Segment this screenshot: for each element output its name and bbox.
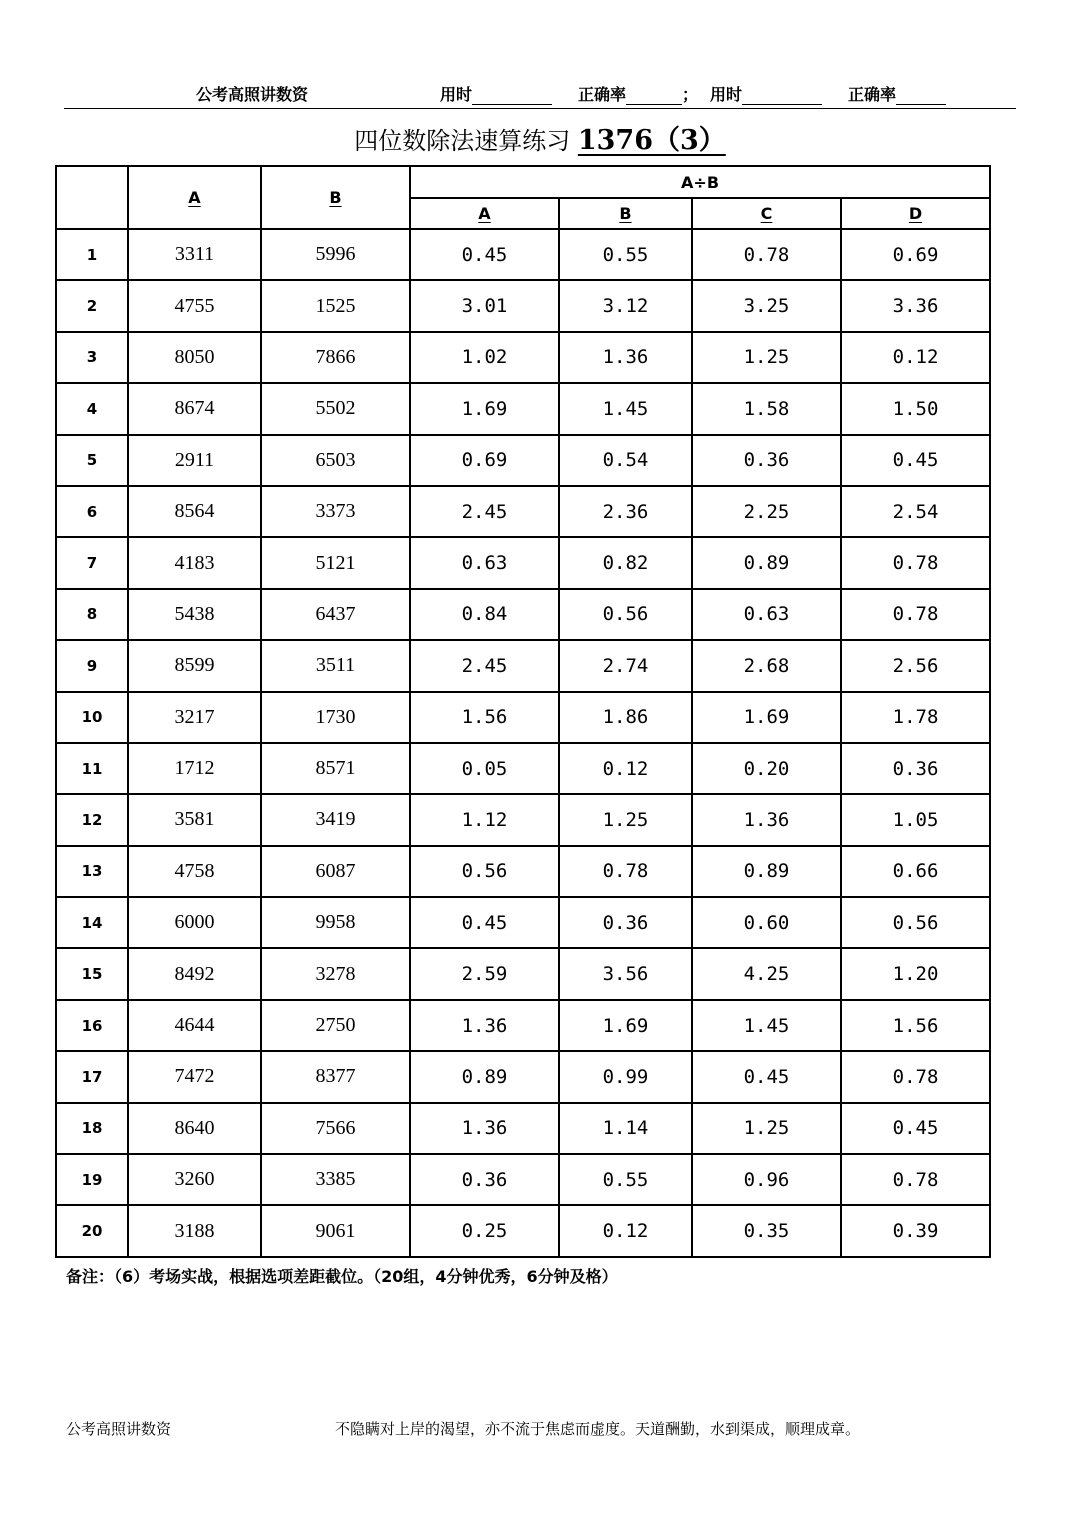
- value-a: 3581: [128, 794, 261, 845]
- option-b-cell[interactable]: 1.45: [559, 383, 692, 434]
- option-c-cell[interactable]: 0.36: [692, 435, 841, 486]
- option-b-cell[interactable]: 1.86: [559, 692, 692, 743]
- accuracy-field-1[interactable]: [578, 82, 698, 105]
- option-b-cell[interactable]: 0.99: [559, 1051, 692, 1102]
- time-field-1[interactable]: [440, 82, 552, 105]
- division-group-header: A÷B: [410, 166, 990, 198]
- table-row: [56, 1205, 990, 1256]
- value-b: 5502: [261, 383, 410, 434]
- value-b: 6087: [261, 846, 410, 897]
- table-row: [56, 589, 990, 640]
- row-index: 5: [56, 435, 128, 486]
- table-row: [56, 640, 990, 691]
- row-index: 18: [56, 1103, 128, 1154]
- option-a-cell[interactable]: 2.45: [410, 640, 559, 691]
- option-d-cell[interactable]: 2.56: [841, 640, 990, 691]
- row-index: 6: [56, 486, 128, 537]
- table-row: [56, 743, 990, 794]
- note: 备注：（6）考场实战，根据选项差距截位。（20组，4分钟优秀，6分钟及格）: [66, 1267, 618, 1286]
- table-row: [56, 229, 990, 280]
- page-header: [64, 78, 1016, 109]
- option-c-cell[interactable]: 1.25: [692, 332, 841, 383]
- option-a-cell[interactable]: 3.01: [410, 280, 559, 331]
- option-c-cell[interactable]: 3.25: [692, 280, 841, 331]
- option-d-cell[interactable]: 2.54: [841, 486, 990, 537]
- option-d-cell[interactable]: 0.78: [841, 1154, 990, 1205]
- value-b: 5121: [261, 537, 410, 588]
- row-index: 19: [56, 1154, 128, 1205]
- row-index: 17: [56, 1051, 128, 1102]
- value-b: 7866: [261, 332, 410, 383]
- option-b-header: B: [559, 198, 692, 229]
- option-d-cell[interactable]: 0.56: [841, 897, 990, 948]
- table-row: [56, 897, 990, 948]
- row-index: 7: [56, 537, 128, 588]
- value-a: 5438: [128, 589, 261, 640]
- row-index: 15: [56, 948, 128, 999]
- row-index: 2: [56, 280, 128, 331]
- accuracy-label-2: 正确率: [848, 85, 897, 104]
- option-a-cell[interactable]: 0.25: [410, 1205, 559, 1256]
- option-a-cell[interactable]: 1.69: [410, 383, 559, 434]
- option-c-cell[interactable]: 0.20: [692, 743, 841, 794]
- option-a-cell[interactable]: 0.05: [410, 743, 559, 794]
- option-b-cell[interactable]: 3.56: [559, 948, 692, 999]
- table-row: [56, 1103, 990, 1154]
- option-b-cell[interactable]: 2.36: [559, 486, 692, 537]
- accuracy-label-1: 正确率: [578, 85, 627, 104]
- table-row: [56, 332, 990, 383]
- option-d-cell[interactable]: 0.78: [841, 589, 990, 640]
- value-a: 3188: [128, 1205, 261, 1256]
- table-row: [56, 1154, 990, 1205]
- table-row: [56, 383, 990, 434]
- value-b: 1730: [261, 692, 410, 743]
- option-b-cell[interactable]: 0.82: [559, 537, 692, 588]
- row-index: 12: [56, 794, 128, 845]
- table-row: [56, 486, 990, 537]
- row-index: 14: [56, 897, 128, 948]
- option-c-cell[interactable]: 0.60: [692, 897, 841, 948]
- option-c-cell[interactable]: 0.35: [692, 1205, 841, 1256]
- table-row: [56, 794, 990, 845]
- table-row: [56, 948, 990, 999]
- value-b: 3419: [261, 794, 410, 845]
- value-a: 4644: [128, 1000, 261, 1051]
- value-a: 3217: [128, 692, 261, 743]
- option-a-cell[interactable]: 1.36: [410, 1000, 559, 1051]
- value-a: 8492: [128, 948, 261, 999]
- value-a: 8564: [128, 486, 261, 537]
- option-b-cell[interactable]: 3.12: [559, 280, 692, 331]
- value-b: 7566: [261, 1103, 410, 1154]
- option-a-cell[interactable]: 0.56: [410, 846, 559, 897]
- table-row: [56, 846, 990, 897]
- footer-motto: 不隐瞒对上岸的渴望，亦不流于焦虑而虚度。天道酬勤，水到渠成，顺理成章。: [335, 1420, 861, 1438]
- value-b: 8571: [261, 743, 410, 794]
- option-c-cell[interactable]: 0.89: [692, 846, 841, 897]
- value-a: 8050: [128, 332, 261, 383]
- option-b-cell[interactable]: 0.55: [559, 1154, 692, 1205]
- value-b: 3278: [261, 948, 410, 999]
- row-index: 8: [56, 589, 128, 640]
- option-d-cell[interactable]: 0.45: [841, 435, 990, 486]
- index-header: [56, 166, 128, 229]
- option-a-cell[interactable]: 0.89: [410, 1051, 559, 1102]
- option-d-header: D: [841, 198, 990, 229]
- value-b: 9061: [261, 1205, 410, 1256]
- option-c-cell[interactable]: 0.96: [692, 1154, 841, 1205]
- option-a-cell[interactable]: 0.63: [410, 537, 559, 588]
- option-d-cell[interactable]: 1.50: [841, 383, 990, 434]
- option-a-cell[interactable]: 0.36: [410, 1154, 559, 1205]
- option-c-cell[interactable]: 1.36: [692, 794, 841, 845]
- option-b-cell[interactable]: 1.69: [559, 1000, 692, 1051]
- value-a: 6000: [128, 897, 261, 948]
- column-a-header: A: [128, 166, 261, 229]
- option-a-cell[interactable]: 0.45: [410, 229, 559, 280]
- table-row: [56, 435, 990, 486]
- page-title: [0, 118, 1080, 157]
- value-b: 6437: [261, 589, 410, 640]
- option-c-cell[interactable]: 2.68: [692, 640, 841, 691]
- value-a: 3260: [128, 1154, 261, 1205]
- value-a: 4183: [128, 537, 261, 588]
- option-d-cell[interactable]: 0.78: [841, 537, 990, 588]
- option-a-cell[interactable]: 2.59: [410, 948, 559, 999]
- option-a-cell[interactable]: 0.69: [410, 435, 559, 486]
- row-index: 20: [56, 1205, 128, 1256]
- practice-table: [55, 165, 991, 1258]
- table-row: [56, 537, 990, 588]
- option-d-cell[interactable]: 3.36: [841, 280, 990, 331]
- option-a-cell[interactable]: 0.84: [410, 589, 559, 640]
- option-c-cell[interactable]: 0.45: [692, 1051, 841, 1102]
- title-text: 四位数除法速算练习: [354, 127, 571, 155]
- option-b-cell[interactable]: 0.12: [559, 1205, 692, 1256]
- value-b: 3385: [261, 1154, 410, 1205]
- row-index: 1: [56, 229, 128, 280]
- option-a-cell[interactable]: 1.36: [410, 1103, 559, 1154]
- row-index: 10: [56, 692, 128, 743]
- value-b: 9958: [261, 897, 410, 948]
- option-c-cell[interactable]: 0.63: [692, 589, 841, 640]
- row-index: 11: [56, 743, 128, 794]
- option-d-cell[interactable]: 1.56: [841, 1000, 990, 1051]
- option-c-cell[interactable]: 2.25: [692, 486, 841, 537]
- value-b: 6503: [261, 435, 410, 486]
- option-b-cell[interactable]: 1.14: [559, 1103, 692, 1154]
- footer-brand: 公考高照讲数资: [66, 1420, 172, 1438]
- option-b-cell[interactable]: 2.74: [559, 640, 692, 691]
- option-c-cell[interactable]: 1.25: [692, 1103, 841, 1154]
- value-a: 3311: [128, 229, 261, 280]
- option-b-cell[interactable]: 1.25: [559, 794, 692, 845]
- value-a: 8640: [128, 1103, 261, 1154]
- value-b: 3511: [261, 640, 410, 691]
- option-a-cell[interactable]: 2.45: [410, 486, 559, 537]
- table-row: [56, 280, 990, 331]
- option-c-cell[interactable]: 1.69: [692, 692, 841, 743]
- option-d-cell[interactable]: 0.36: [841, 743, 990, 794]
- option-d-cell[interactable]: 0.12: [841, 332, 990, 383]
- value-a: 2911: [128, 435, 261, 486]
- option-d-cell[interactable]: 0.66: [841, 846, 990, 897]
- row-index: 13: [56, 846, 128, 897]
- header-separator: ；: [682, 85, 699, 104]
- header-brand: 公考高照讲数资: [196, 85, 309, 104]
- option-d-cell[interactable]: 1.20: [841, 948, 990, 999]
- option-b-cell[interactable]: 0.36: [559, 897, 692, 948]
- option-a-cell[interactable]: 1.12: [410, 794, 559, 845]
- value-a: 7472: [128, 1051, 261, 1102]
- value-b: 1525: [261, 280, 410, 331]
- option-b-cell[interactable]: 0.78: [559, 846, 692, 897]
- option-d-cell[interactable]: 1.78: [841, 692, 990, 743]
- option-c-cell[interactable]: 0.78: [692, 229, 841, 280]
- option-d-cell[interactable]: 1.05: [841, 794, 990, 845]
- value-b: 3373: [261, 486, 410, 537]
- row-index: 3: [56, 332, 128, 383]
- option-c-cell[interactable]: 4.25: [692, 948, 841, 999]
- option-c-cell[interactable]: 0.89: [692, 537, 841, 588]
- value-a: 8674: [128, 383, 261, 434]
- table-row: [56, 1051, 990, 1102]
- time-label-2: 用时: [710, 85, 743, 104]
- option-d-cell[interactable]: 0.69: [841, 229, 990, 280]
- title-number: 1376（3）: [577, 125, 726, 156]
- row-index: 4: [56, 383, 128, 434]
- value-a: 4755: [128, 280, 261, 331]
- option-a-cell[interactable]: 1.56: [410, 692, 559, 743]
- option-a-cell[interactable]: 1.02: [410, 332, 559, 383]
- accuracy-field-2[interactable]: [848, 82, 946, 105]
- value-b: 5996: [261, 229, 410, 280]
- value-a: 4758: [128, 846, 261, 897]
- option-b-cell[interactable]: 1.36: [559, 332, 692, 383]
- option-c-cell[interactable]: 1.45: [692, 1000, 841, 1051]
- option-b-cell[interactable]: 0.54: [559, 435, 692, 486]
- option-b-cell[interactable]: 0.56: [559, 589, 692, 640]
- option-c-cell[interactable]: 1.58: [692, 383, 841, 434]
- option-d-cell[interactable]: 0.39: [841, 1205, 990, 1256]
- time-field-2[interactable]: [710, 82, 822, 105]
- value-b: 8377: [261, 1051, 410, 1102]
- option-d-cell[interactable]: 0.78: [841, 1051, 990, 1102]
- row-index: 9: [56, 640, 128, 691]
- value-a: 8599: [128, 640, 261, 691]
- table-row: [56, 1000, 990, 1051]
- column-b-header: B: [261, 166, 410, 229]
- option-a-cell[interactable]: 0.45: [410, 897, 559, 948]
- option-b-cell[interactable]: 0.55: [559, 229, 692, 280]
- option-a-header: A: [410, 198, 559, 229]
- option-b-cell[interactable]: 0.12: [559, 743, 692, 794]
- value-a: 1712: [128, 743, 261, 794]
- value-b: 2750: [261, 1000, 410, 1051]
- time-label-1: 用时: [440, 85, 473, 104]
- row-index: 16: [56, 1000, 128, 1051]
- option-d-cell[interactable]: 0.45: [841, 1103, 990, 1154]
- option-c-header: C: [692, 198, 841, 229]
- table-row: [56, 692, 990, 743]
